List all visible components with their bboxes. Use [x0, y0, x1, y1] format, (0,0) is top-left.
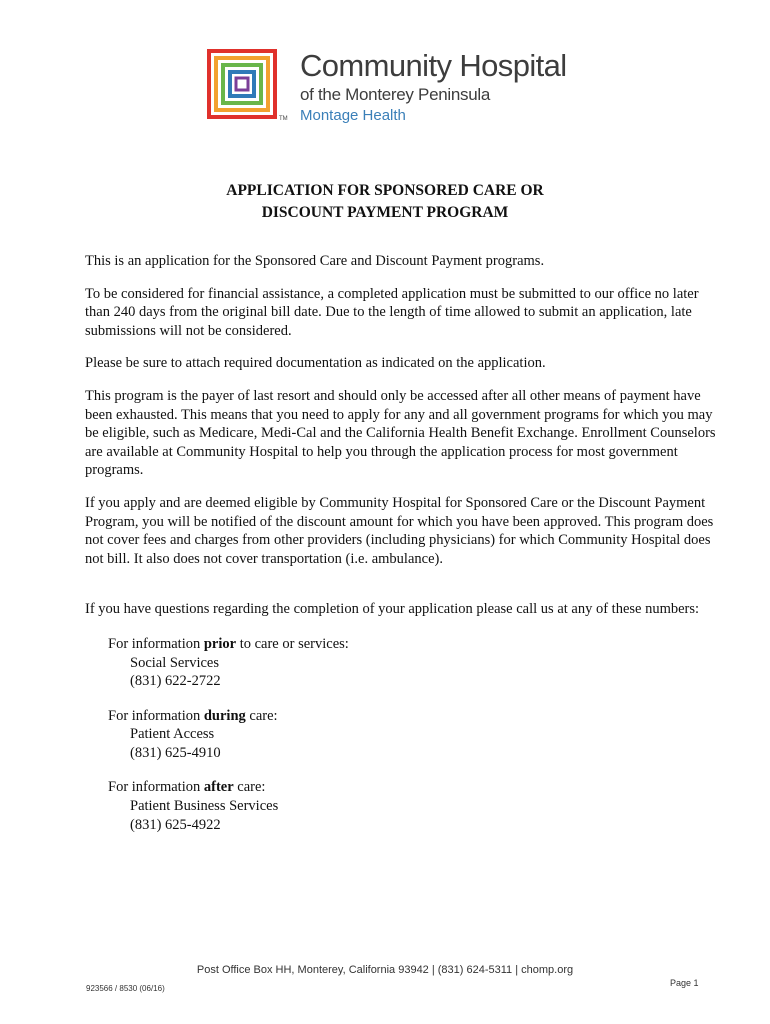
hospital-logo-text — [300, 48, 567, 126]
contact-department: Patient Access — [130, 726, 215, 743]
hospital-logo-icon — [207, 49, 277, 119]
intro-paragraph: This is an application for the Sponsored Care and Discount Payment programs. — [85, 253, 545, 269]
document-title — [0, 180, 770, 224]
contact-phone: (831) 625-4910 — [130, 744, 221, 761]
contact-phone: (831) 622-2722 — [130, 673, 221, 690]
contact-heading: For information after care: — [108, 779, 266, 796]
contact-after — [108, 778, 725, 834]
contact-department: Social Services — [130, 654, 219, 671]
payer-paragraph: This program is the payer of last resort and should only be accessed after all other means of payment have been exhausted. This means that you need to apply for any and all government programs for which you may be eligible, such as Medicare, Medi-Cal and the California Health Benefit Exchange. Enrollment Counselors are available at Community Hospital to help you through the application process for most government programs. — [85, 387, 716, 479]
logo-brand: Montage Health — [300, 107, 406, 124]
eligibility-paragraph: If you apply and are deemed eligible by Community Hospital for Sponsored Care or the Discount Payment Program, you will be notified of the discount amount for which you have been approved. This program does not cover fees and charges from other providers (including physicians) for which Community Hospital does not bill. It also does not cover transportation (i.e. ambulance). — [85, 494, 714, 567]
trademark-mark: TM — [279, 116, 288, 122]
questions-intro: If you have questions regarding the completion of your application please call us at any of these numbers: — [85, 601, 700, 618]
form-code: 923566 / 8530 (06/16) — [86, 984, 165, 993]
page-number: Page 1 — [670, 978, 699, 988]
title-line-1: APPLICATION FOR SPONSORED CARE OR — [226, 182, 544, 199]
contact-phone: (831) 625-4922 — [130, 816, 221, 833]
document-body — [85, 252, 725, 850]
logo-name: Community Hospital — [300, 48, 567, 83]
contact-heading: For information during care: — [108, 707, 278, 724]
deadline-paragraph: To be considered for financial assistance, a completed application must be submitted to our office no later than 240 days from the original bill date. Due to the length of time allowed to submit an application, late submissions will not be considered. — [85, 285, 699, 339]
contact-heading: For information prior to care or services: — [108, 635, 349, 652]
logo-subtitle: of the Monterey Peninsula — [300, 85, 491, 104]
contact-department: Patient Business Services — [130, 798, 279, 815]
title-line-2: DISCOUNT PAYMENT PROGRAM — [261, 204, 509, 221]
contact-during — [108, 707, 725, 763]
contact-prior — [108, 635, 725, 691]
documentation-paragraph: Please be sure to attach required documentation as indicated on the application. — [85, 355, 546, 372]
footer-address: Post Office Box HH, Monterey, California 93942 | (831) 624-5311 | chomp.org — [196, 964, 574, 976]
